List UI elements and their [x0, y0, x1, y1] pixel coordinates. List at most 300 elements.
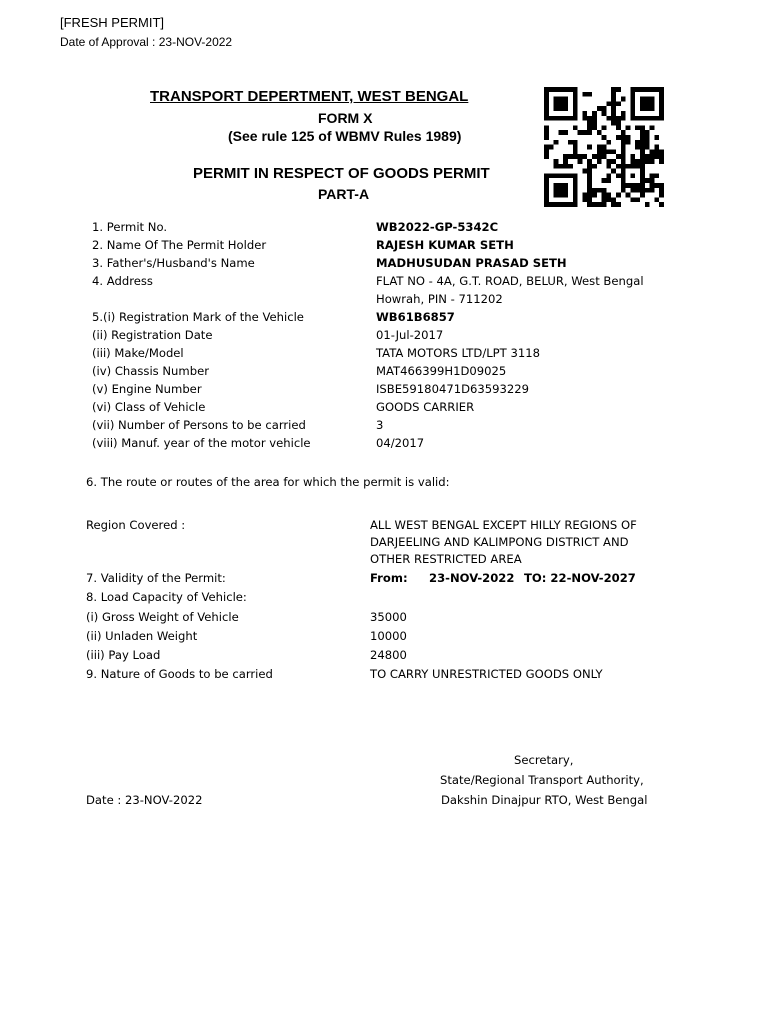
qr-module [573, 173, 578, 178]
part-heading: PART-A [318, 186, 370, 202]
qr-module [568, 154, 573, 159]
qr-module [558, 87, 563, 92]
qr-module [621, 154, 626, 159]
qr-module [573, 178, 578, 183]
qr-module [616, 154, 621, 159]
qr-module [573, 140, 578, 145]
qr-module [659, 154, 664, 159]
qr-module [659, 159, 664, 164]
detail-label: 3. Father's/Husband's Name [92, 256, 255, 270]
qr-module [573, 183, 578, 188]
detail-label: (ii) Registration Date [92, 328, 213, 342]
qr-module [626, 140, 631, 145]
qr-module [558, 164, 563, 169]
qr-module [645, 101, 650, 106]
qr-module [602, 188, 607, 193]
qr-module [616, 101, 621, 106]
qr-module [544, 173, 549, 178]
qr-module [635, 159, 640, 164]
qr-module [616, 87, 621, 92]
qr-module [563, 130, 568, 135]
qr-module [592, 193, 597, 198]
qr-module [573, 111, 578, 116]
qr-module [587, 125, 592, 130]
qr-module [616, 116, 621, 121]
qr-module [558, 173, 563, 178]
qr-module [563, 164, 568, 169]
qr-module [650, 97, 655, 102]
qr-module [621, 140, 626, 145]
qr-module [573, 106, 578, 111]
detail-label: 1. Permit No. [92, 220, 168, 234]
qr-module [587, 193, 592, 198]
qr-module [592, 121, 597, 126]
qr-module [549, 202, 554, 207]
qr-module [640, 154, 645, 159]
qr-module [587, 173, 592, 178]
qr-module [645, 140, 650, 145]
qr-module [592, 164, 597, 169]
qr-module [544, 188, 549, 193]
qr-module [640, 178, 645, 183]
qr-module [582, 92, 587, 97]
qr-module [654, 183, 659, 188]
qr-module [630, 173, 635, 178]
qr-module [616, 121, 621, 126]
qr-module [558, 101, 563, 106]
qr-module [544, 111, 549, 116]
qr-module [544, 193, 549, 198]
qr-module [606, 193, 611, 198]
qr-module [549, 116, 554, 121]
qr-module [544, 87, 549, 92]
detail-label: (viii) Manuf. year of the motor vehicle [92, 436, 311, 450]
qr-module [650, 188, 655, 193]
qr-module [626, 125, 631, 130]
qr-module [602, 197, 607, 202]
route-heading: 6. The route or routes of the area for which the permit is valid: [86, 475, 450, 489]
qr-module [563, 154, 568, 159]
qr-module [645, 159, 650, 164]
qr-module [630, 159, 635, 164]
qr-module [640, 188, 645, 193]
qr-module [573, 197, 578, 202]
qr-module [563, 97, 568, 102]
qr-module [630, 188, 635, 193]
signature-office: Dakshin Dinajpur RTO, West Bengal [441, 793, 648, 807]
qr-module [558, 106, 563, 111]
qr-module [630, 183, 635, 188]
qr-module [654, 197, 659, 202]
qr-module [645, 188, 650, 193]
permit-heading: PERMIT IN RESPECT OF GOODS PERMIT [193, 165, 490, 182]
qr-module [602, 193, 607, 198]
qr-module [544, 183, 549, 188]
qr-module [544, 149, 549, 154]
qr-module [597, 106, 602, 111]
qr-module [645, 87, 650, 92]
qr-module [659, 193, 664, 198]
qr-module [630, 101, 635, 106]
qr-module [544, 135, 549, 140]
qr-module [640, 183, 645, 188]
validity-to: TO: 22-NOV-2027 [524, 571, 636, 585]
father-husband-name: MADHUSUDAN PRASAD SETH [376, 256, 567, 270]
qr-module [544, 154, 549, 159]
qr-module [602, 149, 607, 154]
qr-module [640, 101, 645, 106]
qr-module [606, 140, 611, 145]
qr-module [592, 202, 597, 207]
registration-date: 01-Jul-2017 [376, 328, 444, 342]
approval-date: Date of Approval : 23-NOV-2022 [60, 35, 233, 49]
chassis-number: MAT466399H1D09025 [376, 364, 507, 378]
qr-module [640, 149, 645, 154]
qr-module [650, 183, 655, 188]
qr-module [573, 193, 578, 198]
qr-module [654, 154, 659, 159]
qr-module [582, 130, 587, 135]
issue-date: Date : 23-NOV-2022 [86, 793, 203, 807]
qr-module [568, 87, 573, 92]
qr-module [563, 159, 568, 164]
qr-module [573, 92, 578, 97]
form-title: FORM X [318, 110, 373, 126]
qr-module [654, 145, 659, 150]
qr-module [635, 140, 640, 145]
qr-module [549, 87, 554, 92]
qr-module [544, 145, 549, 150]
qr-module [578, 159, 583, 164]
qr-module [587, 202, 592, 207]
make-model: TATA MOTORS LTD/LPT 3118 [376, 346, 540, 360]
address-line-1: FLAT NO - 4A, G.T. ROAD, BELUR, West Bengal [376, 274, 644, 288]
qr-module [645, 154, 650, 159]
qr-module [630, 92, 635, 97]
qr-module [587, 188, 592, 193]
qr-module [611, 116, 616, 121]
qr-module [611, 97, 616, 102]
qr-module [650, 116, 655, 121]
qr-module [645, 202, 650, 207]
qr-module [616, 135, 621, 140]
qr-module [563, 106, 568, 111]
permit-holder-name: RAJESH KUMAR SETH [376, 238, 514, 252]
qr-module [597, 145, 602, 150]
qr-module [621, 145, 626, 150]
qr-module [573, 116, 578, 121]
qr-module [630, 164, 635, 169]
qr-module [611, 159, 616, 164]
qr-module [640, 164, 645, 169]
qr-module [611, 101, 616, 106]
qr-module [602, 135, 607, 140]
region-line-3: OTHER RESTRICTED AREA [370, 552, 522, 566]
qr-module [606, 159, 611, 164]
qr-module [635, 188, 640, 193]
qr-module [578, 154, 583, 159]
qr-module [544, 178, 549, 183]
qr-module [659, 97, 664, 102]
qr-module [578, 130, 583, 135]
goods-nature-value: TO CARRY UNRESTRICTED GOODS ONLY [370, 667, 603, 681]
qr-module [640, 116, 645, 121]
qr-module [573, 125, 578, 130]
qr-module [621, 188, 626, 193]
signature-authority: State/Regional Transport Authority, [440, 773, 644, 787]
qr-module [563, 202, 568, 207]
qr-module [621, 130, 626, 135]
qr-module [602, 178, 607, 183]
qr-module [606, 101, 611, 106]
qr-module [635, 125, 640, 130]
validity-label: 7. Validity of the Permit: [86, 571, 226, 585]
qr-module [606, 178, 611, 183]
qr-module [659, 202, 664, 207]
qr-module [659, 116, 664, 121]
qr-module [621, 169, 626, 174]
qr-module [621, 149, 626, 154]
qr-module [659, 149, 664, 154]
qr-module [582, 154, 587, 159]
qr-module [621, 173, 626, 178]
qr-module [544, 197, 549, 202]
qr-module [597, 154, 602, 159]
qr-module [650, 159, 655, 164]
qr-module [654, 116, 659, 121]
qr-module [626, 193, 631, 198]
qr-module [582, 111, 587, 116]
qr-module [640, 106, 645, 111]
qr-module [640, 159, 645, 164]
qr-module [606, 173, 611, 178]
qr-module [602, 125, 607, 130]
qr-module [640, 125, 645, 130]
qr-module [616, 193, 621, 198]
qr-module [606, 197, 611, 202]
qr-module [616, 173, 621, 178]
qr-module [597, 149, 602, 154]
qr-module [645, 106, 650, 111]
qr-module [645, 178, 650, 183]
qr-module [606, 164, 611, 169]
qr-module [611, 202, 616, 207]
qr-module [650, 149, 655, 154]
qr-module [554, 188, 559, 193]
detail-label: 5.(i) Registration Mark of the Vehicle [92, 310, 304, 324]
qr-module [587, 183, 592, 188]
qr-module [602, 111, 607, 116]
qr-module [568, 116, 573, 121]
qr-module [645, 135, 650, 140]
qr-module [554, 116, 559, 121]
detail-label: (iv) Chassis Number [92, 364, 209, 378]
qr-module [654, 135, 659, 140]
qr-module [597, 130, 602, 135]
region-line-1: ALL WEST BENGAL EXCEPT HILLY REGIONS OF [370, 518, 637, 532]
qr-module [640, 135, 645, 140]
detail-label: 2. Name Of The Permit Holder [92, 238, 267, 252]
qr-module [563, 101, 568, 106]
qr-module [587, 145, 592, 150]
detail-label: (vii) Number of Persons to be carried [92, 418, 306, 432]
qr-module [554, 183, 559, 188]
qr-module [659, 106, 664, 111]
detail-label: (vi) Class of Vehicle [92, 400, 206, 414]
qr-module [659, 111, 664, 116]
qr-module [563, 188, 568, 193]
gross-weight-label: (i) Gross Weight of Vehicle [86, 610, 239, 624]
qr-module [621, 97, 626, 102]
qr-module [659, 101, 664, 106]
qr-module [630, 97, 635, 102]
qr-module [635, 87, 640, 92]
qr-module [554, 202, 559, 207]
registration-mark: WB61B6857 [376, 310, 455, 324]
qr-module [587, 159, 592, 164]
qr-module [602, 106, 607, 111]
qr-module [558, 130, 563, 135]
qr-module [606, 149, 611, 154]
qr-module [554, 164, 559, 169]
qr-module [597, 159, 602, 164]
detail-label: (v) Engine Number [92, 382, 202, 396]
qr-module [563, 173, 568, 178]
qr-module [621, 111, 626, 116]
qr-module [654, 173, 659, 178]
qr-module [568, 140, 573, 145]
qr-module [573, 202, 578, 207]
qr-module [650, 106, 655, 111]
qr-module [573, 149, 578, 154]
qr-module [621, 183, 626, 188]
qr-module [554, 140, 559, 145]
qr-module [645, 97, 650, 102]
qr-module [573, 101, 578, 106]
qr-module [573, 188, 578, 193]
qr-module [544, 92, 549, 97]
qr-module [602, 202, 607, 207]
qr-module [573, 87, 578, 92]
qr-module [558, 202, 563, 207]
qr-module [592, 111, 597, 116]
persons-carried: 3 [376, 418, 384, 432]
qr-module [630, 116, 635, 121]
qr-module [554, 159, 559, 164]
qr-module [626, 164, 631, 169]
region-label: Region Covered : [86, 518, 186, 532]
qr-module [582, 193, 587, 198]
qr-module [549, 173, 554, 178]
qr-module [650, 125, 655, 130]
qr-module [630, 197, 635, 202]
qr-module [640, 193, 645, 198]
qr-module [635, 197, 640, 202]
qr-module [616, 125, 621, 130]
qr-module [549, 145, 554, 150]
qr-module [592, 154, 597, 159]
unladen-weight-value: 10000 [370, 629, 407, 643]
region-line-2: DARJEELING AND KALIMPONG DISTRICT AND [370, 535, 629, 549]
qr-module [573, 97, 578, 102]
permit-type-label: [FRESH PERMIT] [60, 15, 165, 30]
qr-module [597, 188, 602, 193]
qr-module [544, 202, 549, 207]
qr-module [640, 173, 645, 178]
qr-module [611, 111, 616, 116]
qr-module [650, 154, 655, 159]
qr-module [587, 121, 592, 126]
qr-module [640, 145, 645, 150]
qr-module [582, 116, 587, 121]
qr-module [611, 106, 616, 111]
qr-module [630, 111, 635, 116]
qr-module [640, 97, 645, 102]
qr-module [645, 130, 650, 135]
qr-module [635, 183, 640, 188]
qr-module [582, 169, 587, 174]
detail-label: (iii) Make/Model [92, 346, 184, 360]
qr-module [640, 169, 645, 174]
qr-module [606, 116, 611, 121]
qr-module [573, 145, 578, 150]
qr-module [611, 197, 616, 202]
qr-module [621, 178, 626, 183]
qr-module [587, 169, 592, 174]
qr-module [611, 149, 616, 154]
qr-module [544, 101, 549, 106]
load-capacity-label: 8. Load Capacity of Vehicle: [86, 590, 247, 604]
validity-from-label: From: [370, 571, 408, 585]
unladen-weight-label: (ii) Unladen Weight [86, 629, 198, 643]
qr-module [659, 87, 664, 92]
qr-module [558, 183, 563, 188]
qr-module [554, 193, 559, 198]
engine-number: ISBE59180471D63593229 [376, 382, 530, 396]
validity-from-date: 23-NOV-2022 [429, 571, 515, 585]
qr-module [630, 106, 635, 111]
qr-module [626, 135, 631, 140]
qr-module [554, 173, 559, 178]
qr-module [640, 130, 645, 135]
qr-module [544, 130, 549, 135]
qr-module [616, 202, 621, 207]
qr-module [568, 164, 573, 169]
qr-module [544, 125, 549, 130]
qr-module [611, 121, 616, 126]
qr-module [650, 173, 655, 178]
qr-module [635, 145, 640, 150]
qr-module [630, 87, 635, 92]
qr-module [554, 101, 559, 106]
qr-module [602, 154, 607, 159]
pay-load-value: 24800 [370, 648, 407, 662]
qr-module [611, 87, 616, 92]
qr-module [635, 164, 640, 169]
qr-module [659, 188, 664, 193]
qr-module [544, 106, 549, 111]
goods-nature-label: 9. Nature of Goods to be carried [86, 667, 273, 681]
qr-module [621, 164, 626, 169]
qr-module [587, 130, 592, 135]
qr-module [558, 97, 563, 102]
qr-module [563, 116, 568, 121]
qr-module [611, 169, 616, 174]
qr-code-icon [544, 87, 664, 207]
qr-module [563, 183, 568, 188]
detail-label: 4. Address [92, 274, 153, 288]
qr-module [645, 116, 650, 121]
